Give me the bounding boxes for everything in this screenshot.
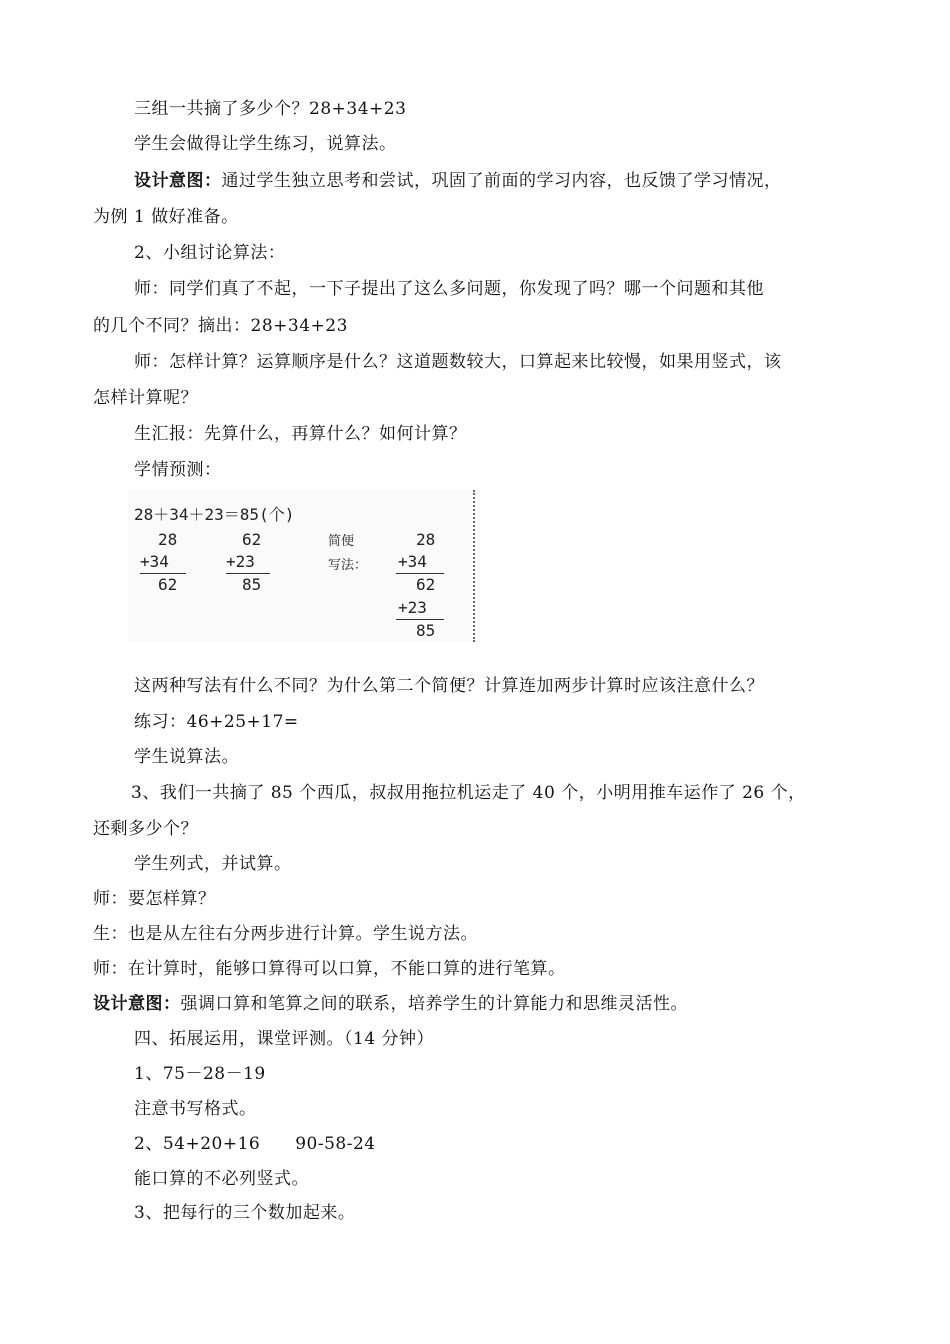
text-line: 1、75－28－19 xyxy=(134,1064,266,1084)
text-line: 师：在计算时，能够口算得可以口算，不能口算的进行笔算。 xyxy=(93,959,566,979)
text-line: 这两种写法有什么不同？为什么第二个简便？计算连加两步计算时应该注意什么？ xyxy=(134,676,764,696)
text-line: 2、54+20+16 90-58-24 xyxy=(134,1134,376,1154)
figure-digit: 62 xyxy=(158,575,178,594)
figure-label: 简便 xyxy=(328,534,355,549)
figure-digit: 85 xyxy=(242,575,262,594)
design-intent-line xyxy=(93,993,688,1015)
figure-dotted-divider xyxy=(473,490,475,642)
vertical-addition-figure xyxy=(128,490,480,642)
text-line: 的几个不同？摘出：28+34+23 xyxy=(93,316,348,336)
text-line: 三组一共摘了多少个？28+34+23 xyxy=(134,99,407,119)
design-intent-text: 通过学生独立思考和尝试，巩固了前面的学习内容，也反馈了学习情况， xyxy=(221,171,782,191)
text-line: 师：要怎样算？ xyxy=(93,889,216,909)
text-line: 注意书写格式。 xyxy=(134,1099,257,1119)
text-line: 师：同学们真了不起，一下子提出了这么多问题，你发现了吗？哪一个问题和其他 xyxy=(134,279,764,299)
figure-digit: 28 xyxy=(158,530,178,549)
figure-rule xyxy=(396,573,444,574)
text-line: 3、把每行的三个数加起来。 xyxy=(134,1203,356,1223)
figure-label: 写法： xyxy=(328,558,368,573)
text-line: 3、我们一共摘了 85 个西瓜，叔叔用拖拉机运走了 40 个，小明用推车运作了 26 个， xyxy=(131,783,806,803)
figure-digit: +34 xyxy=(398,552,427,571)
design-intent-label: 设计意图： xyxy=(134,171,222,191)
figure-digit: 85 xyxy=(416,621,436,640)
text-line: 生：也是从左往右分两步进行计算。学生说方法。 xyxy=(93,924,478,944)
text-line: 怎样计算呢？ xyxy=(93,388,198,408)
text-line: 师：怎样计算？运算顺序是什么？这道题数较大，口算起来比较慢，如果用竖式，该 xyxy=(134,352,782,372)
figure-digit: 62 xyxy=(416,575,436,594)
figure-digit: +34 xyxy=(140,552,169,571)
text-line: 能口算的不必列竖式。 xyxy=(134,1169,309,1189)
figure-equation: 28＋34＋23＝85(个) xyxy=(134,505,295,524)
figure-digit: +23 xyxy=(226,552,255,571)
figure-rule xyxy=(226,573,270,574)
text-line: 学生列式，并试算。 xyxy=(134,854,292,874)
design-intent-label: 设计意图： xyxy=(93,994,181,1014)
section-heading: 四、拓展运用，课堂评测。（14 分钟） xyxy=(134,1029,435,1049)
design-intent-line xyxy=(134,170,782,192)
figure-digit: 62 xyxy=(242,530,262,549)
text-line: 为例 1 做好准备。 xyxy=(93,207,239,227)
figure-rule xyxy=(140,573,186,574)
text-line: 学生说算法。 xyxy=(134,747,239,767)
section-heading: 2、小组讨论算法： xyxy=(134,243,286,263)
figure-digit: +23 xyxy=(398,598,427,617)
figure-rule xyxy=(396,619,444,620)
text-line: 学生会做得让学生练习，说算法。 xyxy=(134,134,397,154)
text-line: 还剩多少个？ xyxy=(93,819,198,839)
design-intent-text: 强调口算和笔算之间的联系，培养学生的计算能力和思维灵活性。 xyxy=(180,994,688,1014)
text-line: 练习：46+25+17= xyxy=(134,712,299,732)
text-line: 生汇报：先算什么，再算什么？如何计算？ xyxy=(134,424,467,444)
figure-digit: 28 xyxy=(416,530,436,549)
text-line: 学情预测： xyxy=(134,460,222,480)
